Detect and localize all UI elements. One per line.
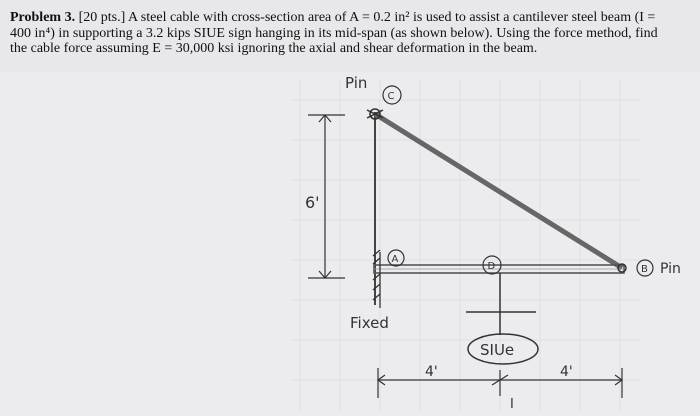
problem-label: Problem 3. xyxy=(10,10,76,25)
height-dimension-label: 6' xyxy=(305,193,320,212)
sign-label: SIUe xyxy=(480,341,515,359)
node-a-label: A xyxy=(391,254,399,265)
problem-body: [20 pts.] A steel cable with cross-section area of A = 0.2 in² is used to assist a cantilever steel beam (I = 400 in⁴) in supporting a 3.2 kips SIUE sign hanging in its mid-span (as shown below). Using the force method, find the cable force assuming E = 30,000 ksi ignoring the axial and shear deformation in the beam. xyxy=(10,10,658,56)
fixed-label: Fixed xyxy=(350,314,389,332)
cable xyxy=(375,114,622,268)
problem-statement xyxy=(10,10,660,57)
node-c-label: C xyxy=(387,91,395,102)
graph-paper-sketch xyxy=(0,72,700,416)
span-dimension xyxy=(378,368,622,398)
node-d-label: D xyxy=(487,261,496,272)
span-right-label: 4' xyxy=(560,364,573,380)
span-left-label: 4' xyxy=(425,364,438,380)
pin-right-label: Pin xyxy=(660,261,681,277)
inertia-mark-label: I xyxy=(510,397,514,412)
structure-diagram xyxy=(0,72,700,416)
pin-top-label: Pin xyxy=(345,74,368,92)
node-b-label: B xyxy=(641,264,648,275)
